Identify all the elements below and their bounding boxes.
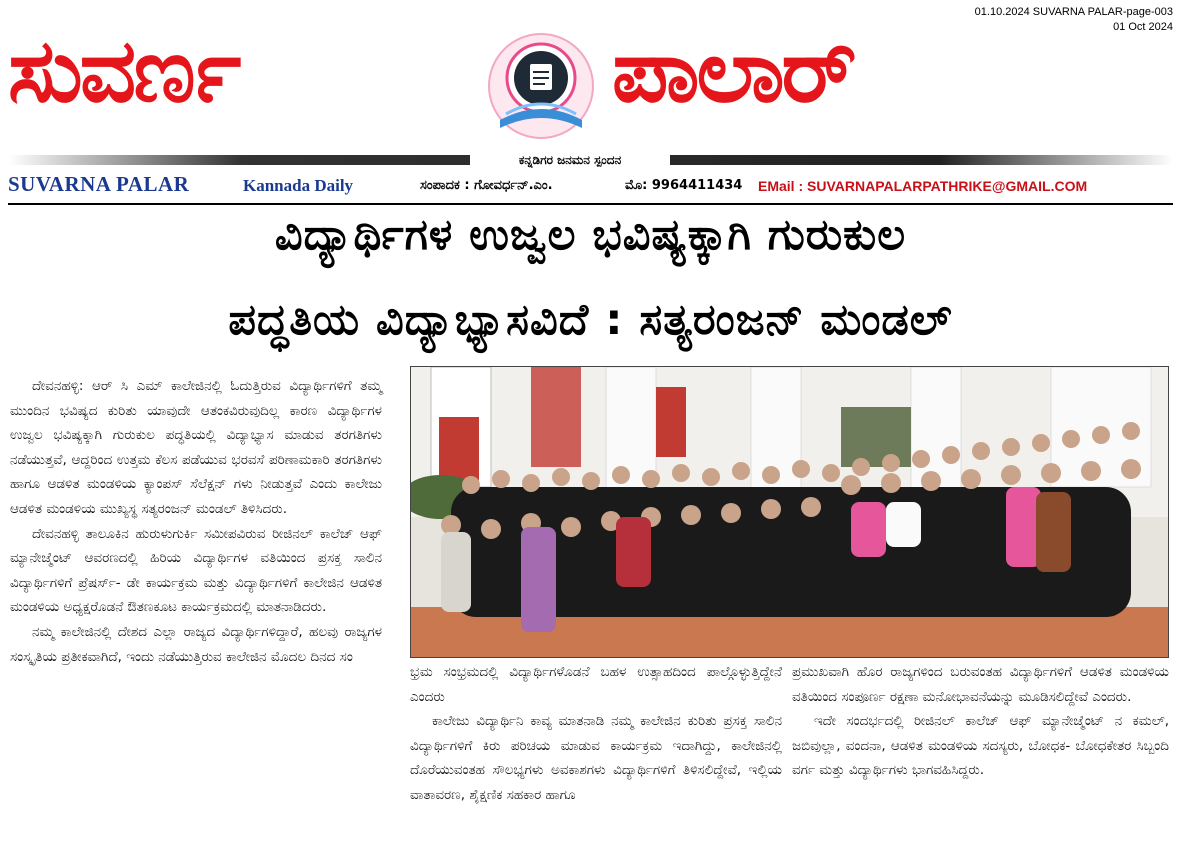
brand-subtitle: Kannada Daily	[243, 176, 354, 195]
headline-line-1: ವಿದ್ಯಾರ್ಥಿಗಳ ಉಜ್ವಲ ಭವಿಷ್ಯಕ್ಕಾಗಿ ಗುರುಕುಲ	[274, 210, 907, 260]
paragraph: ದೇವನಹಳ್ಳಿ ತಾಲೂಕಿನ ಹುರುಳುಗುರ್ಕಿ ಸಮೀಪವಿರುವ ರೀಜಿನಲ್ ಕಾಲೆಜ್ ಆಫ್ ಮ್ಯಾನೇಜ್ಮೆಂಟ್ ಆವರಣದಲ್ಲಿ ಹಿರಿಯ ವಿದ್ಯಾರ್ಥಿಗಳ ವತಿಯಿಂದ ಪ್ರಸಕ್ತ ಸಾಲಿನ ವಿದ್ಯಾರ್ಥಿಗಳಿಗೆ ಪ್ರೆಷರ್ಸ್- ಡೇ ಕಾರ್ಯಕ್ರಮ ಮತ್ತು ವಿದ್ಯಾರ್ಥಿಗಳಿಗೆ ಕಾಲೇಜಿನ ಆಡಳಿತ ಮಂಡಳಿಯ ಅಧ್ಯಕ್ಷರೊಡನೆ ಔತಣಕೂಟ ಕಾರ್ಯಕ್ರಮದಲ್ಲಿ ಮಾತನಾಡಿದರು.	[10, 525, 382, 616]
newspaper-logo-emblem	[478, 28, 604, 148]
phone-number: ಮೊ: 9964411434	[625, 178, 743, 193]
article-column-1	[10, 374, 382, 669]
paragraph: ನಮ್ಮ ಕಾಲೇಜಿನಲ್ಲಿ ದೇಶದ ಎಲ್ಲಾ ರಾಜ್ಯದ ವಿದ್ಯಾರ್ಥಿಗಳಿದ್ದಾರೆ, ಹಲವು ರಾಜ್ಯಗಳ ಸಂಸ್ಕೃತಿಯ ಪ್ರತೀಕವಾಗಿದೆ, ಇಂದು ನಡೆಯುತ್ತಿರುವ ಕಾಲೇಜಿನ ಮೊದಲ ದಿನದ ಸಂ	[10, 623, 382, 665]
masthead-title-left: ಸುವರ್ಣ	[8, 19, 239, 122]
paragraph: ಕಾಲೇಜು ವಿದ್ಯಾರ್ಥಿನಿ ಕಾವ್ಯ ಮಾತನಾಡಿ ನಮ್ಮ ಕಾಲೇಜಿನ ಕುರಿತು ಪ್ರಸಕ್ತ ಸಾಲಿನ ವಿದ್ಯಾರ್ಥಿಗಳಿಗೆ ಕಿರು ಪರಿಚಯ ಮಾಡುವ ಕಾರ್ಯಕ್ರಮ ಇದಾಗಿದ್ದು, ಕಾಲೇಜಿನಲ್ಲಿ ದೊರೆಯುವಂತಹ ಸೌಲಭ್ಯಗಳು ಅವಕಾಶಗಳು ವಿದ್ಯಾರ್ಥಿಗಳಿಗೆ ತಿಳಿಸಲಿದ್ದೇವೆ, ಇಲ್ಲಿಯ ವಾತಾವರಣ, ಶೈಕ್ಷಣಿಕ ಸಹಕಾರ ಹಾಗೂ	[410, 713, 782, 803]
paragraph: ಪ್ರಮುಖವಾಗಿ ಹೊರ ರಾಜ್ಯಗಳಿಂದ ಬರುವಂತಹ ವಿದ್ಯಾರ್ಥಿಗಳಿಗೆ ಆಡಳಿತ ಮಂಡಳಿಯ ವತಿಯಿಂದ ಸಂಪೂರ್ಣ ರಕ್ಷಣಾ ಮನೋಭಾವನೆಯನ್ನು ಮೂಡಿಸಲಿದ್ದೇವೆ ಎಂದರು.	[792, 664, 1169, 705]
brand-name: SUVARNA PALAR	[8, 172, 190, 196]
paragraph: ಇದೇ ಸಂದರ್ಭದಲ್ಲಿ ರೀಜಿನಲ್ ಕಾಲೆಜ್ ಆಫ್ ಮ್ಯಾನೇಜ್ಮೆಂಟ್ ನ ಕಮಲ್, ಜಬಿವುಲ್ಲಾ, ವಂದನಾ, ಆಡಳಿತ ಮಂಡಳಿಯ ಸದಸ್ಯರು, ಬೋಧಕ- ಬೋಧಕೇತರ ಸಿಬ್ಬಂದಿ ವರ್ಗ ಮತ್ತು ವಿದ್ಯಾರ್ಥಿಗಳು ಭಾಗವಹಿಸಿದ್ದರು.	[792, 713, 1169, 779]
header-rule	[8, 203, 1173, 205]
article-column-3	[792, 660, 1169, 783]
email-address: EMail : SUVARNAPALARPATHRIKE@GMAIL.COM	[758, 178, 1088, 194]
paragraph: ಭ್ರಮ ಸಂಭ್ರಮದಲ್ಲಿ ವಿದ್ಯಾರ್ಥಿಗಳೊಡನೆ ಬಹಳ ಉತ್ಸಾಹದಿಂದ ಪಾಲ್ಗೊಳ್ಳುತ್ತಿದ್ದೇನೆ ಎಂದರು	[410, 664, 782, 705]
masthead	[0, 0, 1181, 167]
date-line: 01 Oct 2024	[1113, 21, 1173, 33]
masthead-title-right: ಪಾಲಾರ್	[612, 19, 854, 122]
masthead-subbar	[0, 172, 1181, 202]
edition-line: 01.10.2024 SUVARNA PALAR-page-003	[974, 6, 1173, 18]
paragraph: ದೇವನಹಳ್ಳಿ: ಆರ್ ಸಿ ಎಮ್ ಕಾಲೇಜಿನಲ್ಲಿ ಓದುತ್ತಿರುವ ವಿದ್ಯಾರ್ಥಿಗಳಿಗೆ ತಮ್ಮ ಮುಂದಿನ ಭವಿಷ್ಯದ ಕುರಿತು ಯಾವುದೇ ಆತಂಕವಿರುವುದಿಲ್ಲ ಕಾರಣ ವಿದ್ಯಾರ್ಥಿಗಳ ಉಜ್ವಲ ಭವಿಷ್ಯಕ್ಕಾಗಿ ಗುರುಕುಲ ಪದ್ಧತಿಯಲ್ಲಿ ವಿದ್ಯಾಭ್ಯಾಸ ಮಾಡುವ ತರಗತಿಗಳು ನಡೆಯುತ್ತವೆ, ಆದ್ದರಿಂದ ಉತ್ತಮ ಕೆಲಸ ಪಡೆಯುವ ಭರವಸೆ ಪರಿಣಾಮಕಾರಿ ತರಗತಿಗಳು ಹಾಗೂ ಆಡಳಿತ ಮಂಡಳಿಯ ಕ್ಯಾಂಪಸ್ ಸೆಲೆಕ್ಷನ್ ಗಳು ನೀಡುತ್ತವೆ ಎಂದು ಕಾಲೇಜು ಆಡಳಿತ ಮಂಡಳಿಯ ಮುಖ್ಯಸ್ಥ ಸತ್ಯರಂಜನ್ ಮಂಡಲ್ ತಿಳಿಸಿದರು.	[10, 378, 382, 517]
masthead-tagline: ಕನ್ನಡಿಗರ ಜನಮನ ಸ್ಪಂದನ	[470, 152, 670, 168]
article-column-2	[410, 660, 782, 808]
headline-line-2: ಪದ್ಧತಿಯ ವಿದ್ಯಾಭ್ಯಾಸವಿದೆ : ಸತ್ಯರಂಜನ್ ಮಂಡಲ್	[228, 295, 953, 345]
editor-credit: ಸಂಪಾದಕ : ಗೋವರ್ಧನ್.ಎಂ.	[420, 178, 553, 193]
group-photo	[410, 366, 1169, 658]
